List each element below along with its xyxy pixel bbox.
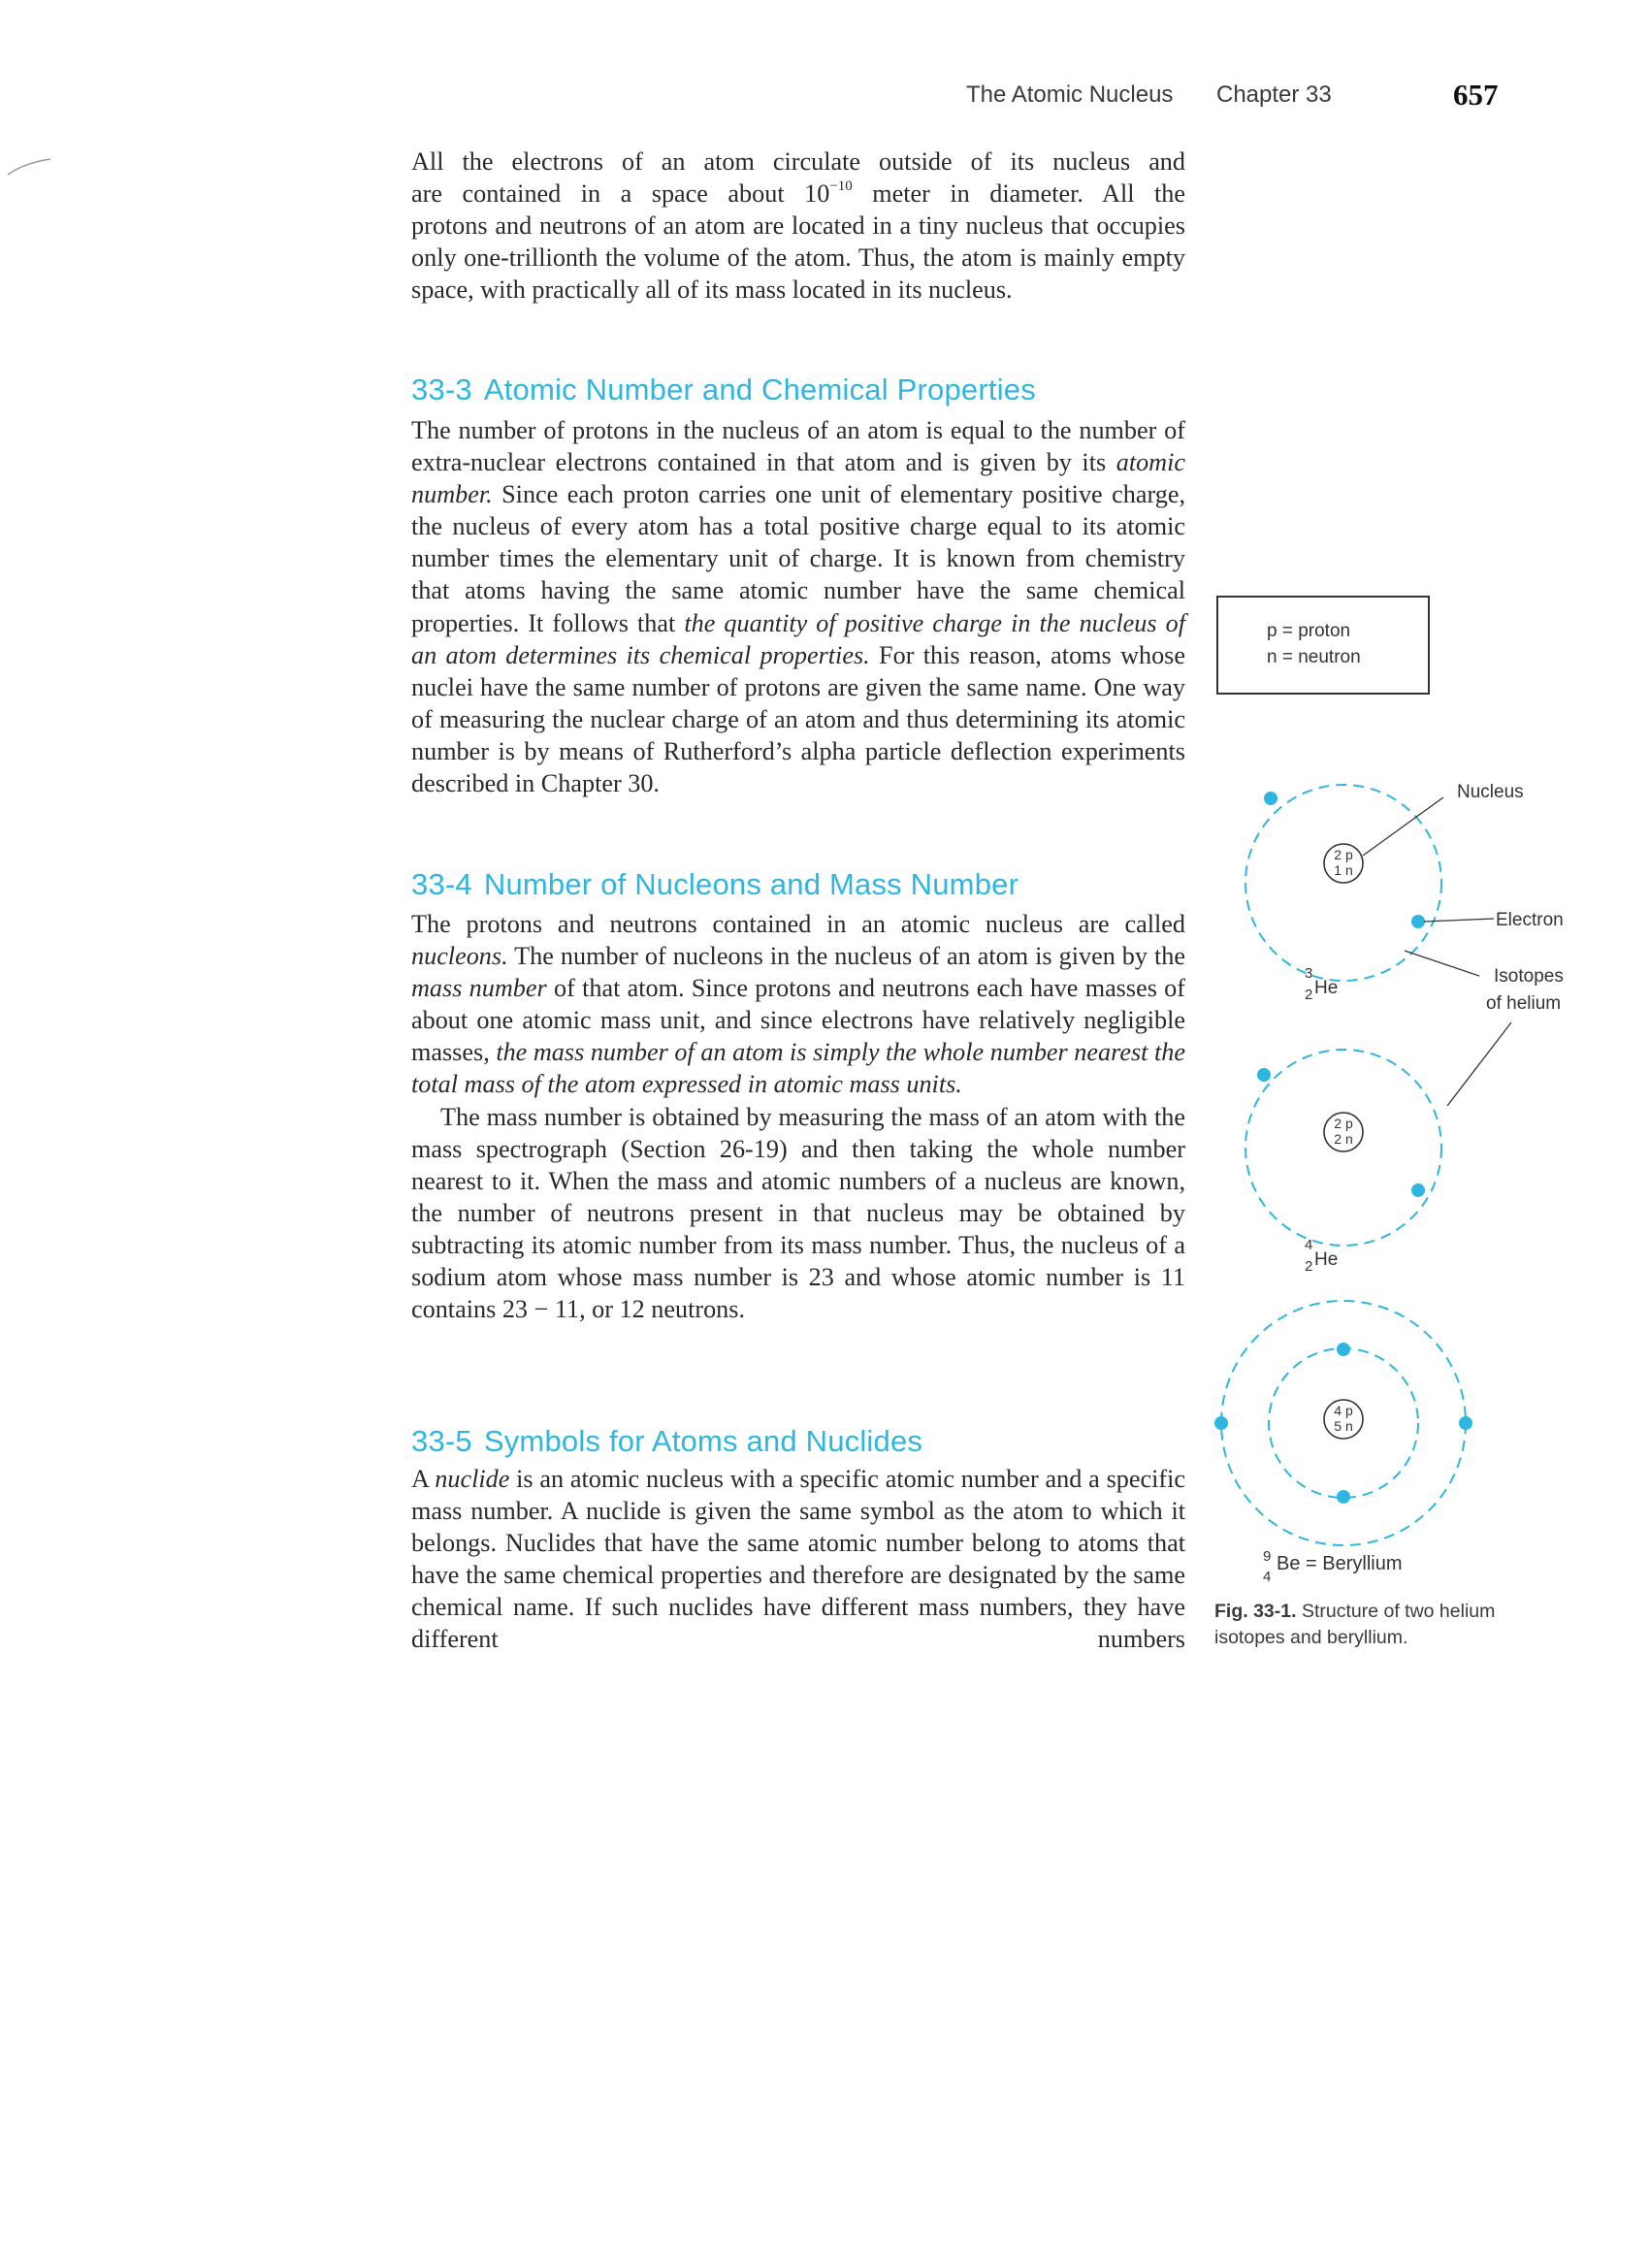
emphasis-statement: the mass number of an atom is simply the whole number nearest the total mass of the atom expressed in atomic mass units. bbox=[411, 1038, 1185, 1099]
helium-3-symbol: He bbox=[1314, 978, 1339, 998]
electron-dot bbox=[1214, 1416, 1228, 1430]
helium-4-symbol: He bbox=[1314, 1249, 1339, 1270]
helium-4-atomic-number: 2 bbox=[1305, 1258, 1313, 1275]
beryllium-protons: 4 p bbox=[1334, 1403, 1353, 1418]
figure-caption bbox=[1214, 1599, 1564, 1651]
section-33-5-heading bbox=[411, 1424, 1207, 1459]
electron-dot bbox=[1264, 792, 1277, 805]
intro-line-2b: meter in diameter. All the bbox=[852, 179, 1186, 209]
helium-4-mass-number: 4 bbox=[1305, 1237, 1313, 1253]
beryllium-9-atom bbox=[1214, 1301, 1472, 1545]
term-atomic-number: atomic number. bbox=[411, 448, 1185, 509]
intro-line-2a: are contained in a space about 10 bbox=[411, 179, 830, 209]
section-number: 33-4 bbox=[411, 867, 472, 901]
section-33-5-paragraph bbox=[411, 1463, 1185, 1656]
term-nucleons: nucleons. bbox=[411, 942, 508, 971]
section-33-3-body bbox=[411, 414, 1185, 799]
margin-pencil-mark bbox=[0, 146, 58, 184]
electron-dot bbox=[1257, 1068, 1271, 1082]
label-electron: Electron bbox=[1496, 910, 1564, 930]
electron-dot bbox=[1411, 915, 1425, 928]
helium-3-neutrons: 1 n bbox=[1334, 862, 1353, 878]
section-33-4-heading bbox=[411, 867, 1207, 902]
helium-3-protons: 2 p bbox=[1334, 847, 1353, 862]
beryllium-neutrons: 5 n bbox=[1334, 1418, 1353, 1434]
section-title: Number of Nucleons and Mass Number bbox=[483, 867, 1019, 901]
label-nucleus: Nucleus bbox=[1457, 782, 1524, 802]
term-nuclide: nuclide bbox=[435, 1465, 510, 1493]
figure-number: Fig. 33-1. bbox=[1214, 1601, 1297, 1622]
text-run: For this reason, atoms whose nuclei have the same number of protons are given the same name. One way of measuring the nuclear charge of an atom and thus determining its atomic number is by means of Rutherford’s alpha particle deflection experiments described in Chapter 30. bbox=[411, 640, 1185, 798]
section-33-4-paragraph-2: The mass number is obtained by measuring the mass of an atom with the mass spectrograph (Section 26-19) and then taking the whole number nearest to it. When the mass and atomic numbers of a nucleus are known, the number of neutrons present in that nucleus may be obtained by subtracting its atomic number from its mass number. Thus, the nucleus of a sodium atom whose mass number is 23 and whose atomic number is 11 contains 23 − 11, or 12 neutrons. bbox=[411, 1102, 1185, 1324]
section-title: Atomic Number and Chemical Properties bbox=[483, 373, 1036, 406]
text-run: A bbox=[411, 1465, 436, 1493]
text-run: Since each proton carries one unit of elementary positive charge, the nucleus of every atom has a total positive charge equal to its atomic number times the elementary unit of charge. It is known from chemistry that atoms having the same atomic number have the same chemical properties. It follows that bbox=[411, 480, 1185, 637]
atomic-structure-figure bbox=[1203, 747, 1591, 1562]
intro-line-1-text: All the electrons of an atom circulate outside of its nucleus and bbox=[411, 147, 1185, 176]
section-33-4-body bbox=[411, 908, 1185, 1325]
electron-dot bbox=[1411, 1183, 1425, 1197]
text-run: The number of protons in the nucleus of an atom is equal to the number of extra-nuclear electrons contained in that atom and is given by its bbox=[411, 416, 1185, 477]
beryllium-isotope-numbers bbox=[1263, 1548, 1277, 1585]
section-33-3-heading bbox=[411, 373, 1207, 407]
helium-3-atomic-number: 2 bbox=[1305, 987, 1313, 1003]
text-run: The protons and neutrons contained in an atomic nucleus are called bbox=[411, 910, 1185, 938]
section-number: 33-5 bbox=[411, 1424, 472, 1458]
running-head-title: The Atomic Nucleus bbox=[966, 81, 1174, 108]
legend-neutron: n = neutron bbox=[1267, 647, 1361, 667]
intro-line-1 bbox=[411, 146, 1185, 178]
legend-box bbox=[1216, 596, 1430, 695]
emphasis-statement: the quantity of positive charge in the nucleus of an atom determines its chemical properties. bbox=[411, 608, 1185, 669]
helium-4-neutrons: 2 n bbox=[1334, 1131, 1353, 1147]
section-number: 33-3 bbox=[411, 373, 472, 406]
beryllium-label bbox=[1263, 1548, 1403, 1585]
legend-proton: p = proton bbox=[1267, 621, 1351, 641]
label-of-helium: of helium bbox=[1486, 993, 1562, 1014]
beryllium-symbol-text: Be = Beryllium bbox=[1277, 1553, 1403, 1574]
beryllium-atomic-number: 4 bbox=[1263, 1569, 1272, 1585]
helium-4-protons: 2 p bbox=[1334, 1116, 1353, 1131]
intro-line-2 bbox=[411, 178, 1185, 210]
section-33-5-body bbox=[411, 1463, 1185, 1656]
figure-caption-text: Structure of two helium isotopes and beryllium. bbox=[1214, 1601, 1496, 1648]
section-title: Symbols for Atoms and Nuclides bbox=[483, 1424, 923, 1458]
section-33-3-paragraph bbox=[411, 414, 1185, 799]
intro-rest: protons and neutrons of an atom are located in a tiny nucleus that occupies only one-trillionth the volume of the atom. Thus, the atom is mainly empty space, with practically all of its mass located in its nucleus. bbox=[411, 211, 1185, 305]
isotopes-leader-line-2 bbox=[1447, 1022, 1511, 1106]
helium-4-atom bbox=[1245, 1050, 1441, 1275]
electron-dot bbox=[1459, 1416, 1472, 1430]
text-run: The number of nucleons in the nucleus of an atom is given by the bbox=[507, 942, 1185, 971]
text-run: of that atom. Since protons and neutrons each have masses of about one atomic mass unit, and since electrons have relatively negligible masses, bbox=[411, 974, 1185, 1067]
helium-3-atom bbox=[1245, 785, 1441, 1003]
term-mass-number: mass number bbox=[411, 974, 547, 1003]
electron-dot bbox=[1337, 1343, 1350, 1356]
isotopes-leader-line-1 bbox=[1405, 951, 1479, 976]
running-head bbox=[960, 78, 1542, 120]
running-head-chapter: Chapter 33 bbox=[1216, 81, 1332, 108]
text-run: is an atomic nucleus with a specific atomic number and a specific mass number. A nuclide is given the same symbol as the atom to which it belongs. Nuclides that have the same atomic number belong to atoms that have the same chemical properties and therefore are designated by the same chemical name. If such nuclides have different mass numbers, they have different numbers bbox=[411, 1465, 1185, 1654]
intro-paragraph-block bbox=[411, 146, 1185, 306]
beryllium-mass-number: 9 bbox=[1263, 1548, 1272, 1565]
exponent: −10 bbox=[829, 178, 853, 195]
page-number: 657 bbox=[1453, 78, 1499, 112]
section-33-4-paragraph-1 bbox=[411, 908, 1185, 1101]
label-isotopes: Isotopes bbox=[1494, 966, 1564, 987]
electron-dot bbox=[1337, 1490, 1350, 1504]
helium-3-mass-number: 3 bbox=[1305, 965, 1313, 982]
